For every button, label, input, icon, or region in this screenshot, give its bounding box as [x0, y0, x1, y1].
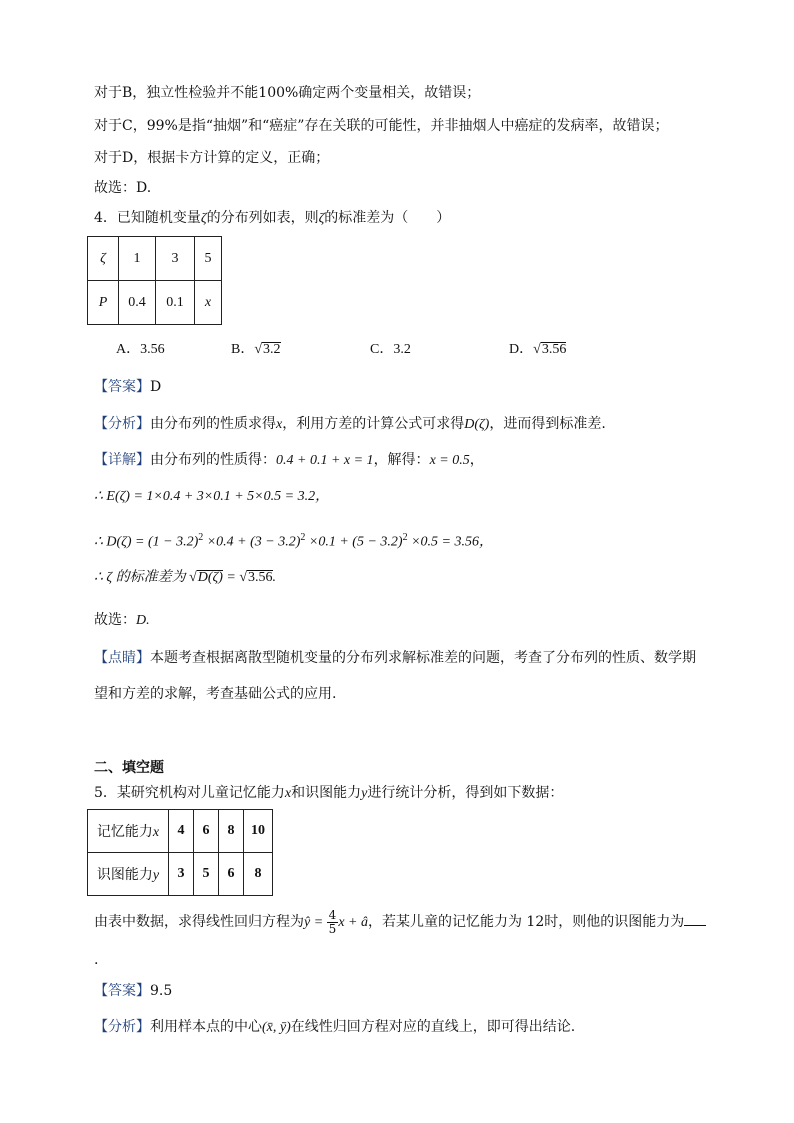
comment-tag: 【点睛】 [94, 650, 150, 666]
table-cell: 0.4 [119, 281, 156, 325]
q4-answer: 【答案】D [94, 379, 162, 395]
table-cell: 记忆能力x [88, 810, 169, 853]
q5-period: . [94, 952, 99, 968]
q4-stem: 4．已知随机变量ζ的分布列如表，则ζ的标准差为（ ） [94, 210, 451, 226]
table-cell: 5 [194, 853, 219, 896]
table-cell: 4 [169, 810, 194, 853]
table-cell: 6 [219, 853, 244, 896]
q5-analysis: 【分析】利用样本点的中心(x̄, ȳ)在线性归回方程对应的直线上，即可得出结论. [94, 1019, 576, 1035]
prev-line-b: 对于B，独立性检验并不能100%确定两个变量相关，故错误； [94, 85, 481, 101]
q5-regression: 由表中数据，求得线性回归方程为ŷ = $\frac{4}{5}$ x + â，若某儿童的记忆能力为 12时，则他的识图能力为 [94, 908, 706, 937]
answer-blank [684, 911, 706, 926]
zeta-symbol: ζ [318, 211, 325, 226]
table-cell: 8 [219, 810, 244, 853]
table-cell: 识图能力y [88, 853, 169, 896]
q4-std-dev: ∴ ζ 的标准差为 √D(ζ) = √3.56. [94, 570, 277, 585]
table-cell: 5 [195, 237, 222, 281]
table-cell: 10 [244, 810, 273, 853]
q5-data-table [87, 809, 273, 896]
answer-tag: 【答案】 [94, 983, 150, 999]
prev-line-c: 对于C，99%是指“抽烟”和“癌症”存在关联的可能性，并非抽烟人中癌症的发病率，故错误； [94, 118, 669, 134]
q4-detail: 【详解】由分布列的性质得：0.4 + 0.1 + x = 1，解得：x = 0.5， [94, 452, 484, 468]
option-a: A．3.56 [116, 342, 165, 357]
q4-expectation: ∴ E(ζ) = 1×0.4 + 3×0.1 + 5×0.5 = 3.2， [94, 489, 330, 504]
q4-comment-line1: 【点睛】本题考查根据离散型随机变量的分布列求解标准差的问题，考查了分布列的性质、数学期 [94, 650, 696, 666]
sqrt-symbol: √ [533, 342, 541, 357]
table-cell: 3 [156, 237, 195, 281]
q4-choose: 故选：D. [94, 612, 150, 628]
table-cell: 6 [194, 810, 219, 853]
table-cell: 8 [244, 853, 273, 896]
sqrt-symbol: √ [239, 570, 248, 585]
analysis-tag: 【分析】 [94, 1019, 150, 1035]
table-cell: x [195, 281, 222, 325]
table-cell: 3 [169, 853, 194, 896]
q5-stem: 5．某研究机构对儿童记忆能力x和识图能力y进行统计分析，得到如下数据： [94, 785, 564, 801]
answer-tag: 【答案】 [94, 379, 150, 395]
prev-line-d: 对于D，根据卡方计算的定义，正确； [94, 150, 330, 166]
q5-answer: 【答案】9.5 [94, 983, 173, 999]
analysis-tag: 【分析】 [94, 416, 150, 432]
sqrt-symbol: √ [254, 342, 263, 357]
fraction: $\frac{4}{5}$ [328, 907, 337, 936]
option-c: C．3.2 [370, 342, 411, 357]
table-cell: ζ [88, 237, 119, 281]
table-cell: 1 [119, 237, 156, 281]
option-d: D．√3.56 [509, 342, 567, 357]
table-cell: P [88, 281, 119, 325]
zeta-symbol: ζ [200, 211, 207, 226]
prev-choose: 故选：D. [94, 180, 152, 196]
q4-analysis: 【分析】由分布列的性质求得x，利用方差的计算公式可求得D(ζ)，进而得到标准差. [94, 416, 606, 432]
q4-variance: ∴ $D(\zeta) = (1 - 3.2)^2 \times 0.4 + (3 - 3.2)^2 \times 0.1 + (5 - 3.2)^2 \times 0.5 = 3.56$， [94, 532, 493, 550]
option-b: B．√3.2 [231, 342, 281, 357]
q4-distribution-table [87, 236, 222, 325]
table-cell: 0.1 [156, 281, 195, 325]
sqrt-symbol: √ [189, 570, 197, 585]
detail-tag: 【详解】 [94, 452, 150, 468]
section-heading: 二、填空题 [94, 760, 164, 776]
q4-comment-line2: 望和方差的求解，考查基础公式的应用. [94, 686, 337, 702]
